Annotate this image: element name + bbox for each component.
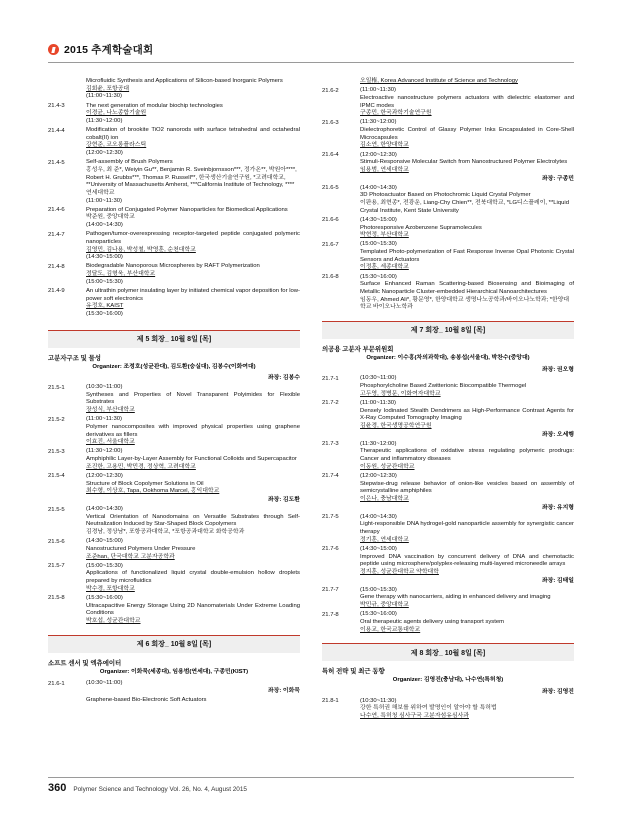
section-header-8: 제 8 회장_ 10월 8일 [목] — [322, 643, 574, 661]
entry-authors: 이용교, 한국교통대학교 — [360, 626, 421, 633]
entry-time: (12:00~12:30) — [360, 151, 397, 158]
section-subtitle-6: 소프트 센서 및 엑츄에이터 — [48, 659, 122, 667]
session-chair: 좌장: 유지형 — [541, 505, 574, 512]
entry-time: (11:30~12:00) — [360, 119, 397, 126]
entry-title: Phosphorylcholine Based Zwitterionic Biocompatible Thermogel — [360, 383, 527, 389]
session-entry — [48, 595, 300, 626]
entry-code: 21.6-1 — [48, 680, 65, 687]
entry-authors: 박현정, 부산대학교 — [360, 232, 409, 239]
entry-time: (11:00~11:30) — [86, 416, 122, 423]
entry-authors: 박민규, 중앙대학교 — [360, 602, 409, 609]
entry-time: (10:30~11:00) — [86, 384, 123, 390]
session-chair: 좌장: 김태일 — [541, 578, 574, 585]
entry-title: Oral therapeutic agents delivery using transport system — [360, 618, 505, 625]
entry-time: (14:30~15:00) — [360, 545, 397, 552]
session-entry — [48, 320, 300, 321]
session-chair: 좌장: 구종민 — [541, 176, 574, 183]
masthead — [48, 42, 153, 57]
entry-time: (11:00~11:30) — [360, 399, 396, 406]
entry-code: 21.7-7 — [322, 587, 339, 594]
section-subtitle-5: 고분자구조 및 물성 — [48, 354, 101, 362]
section-organizer-6: Organizer: 이화묵(세종대), 임용범(연세대), 구종민(KIST) — [99, 668, 249, 675]
entry-code: 21.4-6 — [48, 207, 65, 214]
entry-time: (14:00~14:30) — [86, 222, 123, 229]
session-chair: 좌장: 김봉수 — [267, 375, 300, 382]
entry-time: (14:30~15:00) — [86, 538, 123, 545]
footer-divider — [48, 777, 574, 778]
entry-title: Stepwise-drug release behavior of onion-like vesicles based on assembly of semicrystalline amphiphiles — [360, 480, 574, 495]
session-chair: 좌장: 오세행 — [541, 432, 574, 439]
session-entry — [322, 217, 574, 240]
entry-code: 21.5-5 — [48, 506, 65, 513]
entry-time: (10:30~11:30) — [360, 697, 397, 704]
entry-title: Preparation of Conjugated Polymer Nanoparticles for Biomedical Applications — [86, 206, 288, 213]
entry-time: (15:30~16:00) — [86, 310, 123, 317]
session-entry — [48, 103, 300, 126]
entry-code: 21.6-5 — [322, 185, 339, 192]
section-organizer-7: Organizer: 이수홍(차의과학대), 송봉섭(서울대), 박찬수(중앙대) — [366, 354, 530, 361]
session-entry — [48, 288, 300, 319]
session-entry — [48, 207, 300, 230]
entry-authors: 최수형, 이상호, Tapa, Ookhoma Marcel, 홍익대학교 — [86, 488, 220, 495]
entry-time: (15:30~16:00) — [86, 594, 123, 601]
section-header-7: 제 7 회장_ 10월 8일 [목] — [322, 321, 574, 339]
session-entry — [322, 587, 574, 610]
entry-title: Syntheses and Properties of Novel Transparent Polyimides for Flexible Substrates — [86, 391, 300, 406]
two-column-body — [48, 78, 574, 722]
entry-time: (14:00~14:30) — [360, 513, 397, 520]
entry-title: Biodegradable Nanoporous Microspheres by RAFT Polymerization — [86, 263, 260, 270]
entry-code: 21.7-3 — [322, 441, 339, 448]
entry-code: 21.5-3 — [48, 448, 65, 455]
entry-authors: 김영민, 김나용, 박성철, 박영훈, 순천대학교 — [86, 246, 196, 253]
session-entry — [322, 473, 574, 504]
entry-time: (11:00~11:30) — [360, 87, 396, 94]
section-header-5: 제 5 회장_ 10월 8일 [목] — [48, 330, 300, 348]
footer-citation: Polymer Science and Technology Vol. 26, No. 4, August 2015 — [73, 786, 247, 793]
session-entry — [322, 241, 574, 272]
entry-code: 21.6-2 — [322, 87, 339, 94]
entry-authors: 장성식, 부산대학교 — [86, 407, 135, 414]
entry-authors: 오일権, Korea Advanced Institute of Science and Technology — [360, 78, 518, 84]
entry-time: (11:30~12:00) — [86, 117, 123, 124]
entry-title: Surface Enhanced Raman Scattering-based Biosensing and Bioimaging of Metallic Nanoparticle Cluster-embedded Hierarchical Nanoarchitectures — [360, 281, 574, 295]
entry-time: (12:00~12:30) — [360, 472, 397, 479]
session-entry — [322, 87, 574, 118]
entry-authors: 김윤경, 한국생명공학연구원 — [360, 422, 432, 429]
masthead-title: 2015 추계학술대회 — [64, 44, 154, 56]
entry-title: Light-responsible DNA hydrogel-gold nanoparticle assembly for synergistic cancer therapy — [360, 521, 574, 536]
entry-time: (12:00~12:30) — [86, 472, 123, 479]
conference-logo-icon — [48, 44, 59, 55]
entry-code — [322, 78, 360, 86]
entry-code: 21.4-7 — [48, 231, 65, 238]
entry-title: Applications of functionalized liquid crystal double-emulsion hollow droplets prepared by microfluidics — [86, 570, 300, 585]
page-footer — [48, 777, 574, 794]
session-entry — [322, 274, 574, 312]
entry-title: Photoresponsive Azobenzene Supramolecules — [360, 224, 482, 231]
section-organizer-8: Organizer: 김영진(충남대), 나수연(특허청) — [392, 677, 504, 684]
entry-authors: 박호섭, 성균관대학교 — [86, 617, 141, 624]
entry-authors: 김회윤, 포항공대 — [86, 85, 130, 92]
entry-authors: 김경남, 정상남*, 포항공과대학교, *포항공과대학교 화학공학과 — [86, 529, 245, 536]
session-entry — [48, 384, 300, 415]
session-entry — [48, 506, 300, 537]
session-entry — [48, 473, 300, 496]
entry-time: (15:00~15:30) — [86, 562, 123, 569]
session-entry — [48, 680, 300, 704]
entry-title: 강한 특허권 해보를 위하여 발명인이 알아야 할 특허법 — [360, 705, 497, 712]
entry-authors: 정기훈, 연세대학교 — [360, 536, 409, 543]
entry-title: Microfluidic Synthesis and Applications of Silicon-based Inorganic Polymers — [86, 78, 283, 84]
entry-authors: 박수경, 포항대학교 — [86, 585, 135, 592]
entry-authors: 강현준, 코오롱플라스틱 — [86, 142, 147, 149]
entry-title: Therapeutic applications of oxidative stress regulating polymeric prodrugs: Cancer and inflammatory diseases — [360, 448, 574, 463]
session-entry — [48, 231, 300, 262]
entry-title: Amphiphilic Layer-by-Layer Assembly for Functional Colloids and Supercapacitor — [86, 456, 297, 463]
session-entry — [322, 514, 574, 545]
entry-title: An ultrathin polymer insulating layer by initiated chemical vapor deposition for low-power soft electronics — [86, 287, 300, 302]
session-entry — [322, 185, 574, 216]
entry-time: (14:00~14:30) — [86, 506, 123, 513]
entry-time: (15:00~15:30) — [360, 586, 397, 593]
entry-authors: 박준원, 중앙대학교 — [86, 214, 135, 221]
entry-title: Nanostructured Polymers Under Pressure — [86, 545, 196, 552]
entry-code: 21.6-3 — [322, 119, 339, 126]
section-subtitle-8: 특허 전략 및 최근 동향 — [322, 668, 385, 676]
entry-code: 21.4-4 — [48, 127, 65, 134]
entry-authors: 정지훈, 성균관대학교 약학대학 — [360, 568, 439, 575]
session-chair: 좌장: 김도환 — [267, 497, 300, 504]
header-divider — [48, 62, 574, 63]
session-entry — [322, 78, 574, 86]
entry-authors: 고두영, 정병문, 이화여자대학교 — [360, 390, 441, 397]
entry-authors: 이경균, 나노종합기술원 — [86, 110, 147, 117]
session-entry — [48, 448, 300, 471]
entry-code: 21.6-6 — [322, 217, 339, 224]
entry-code — [48, 320, 86, 321]
entry-time: (10:30~11:00) — [86, 680, 123, 687]
entry-time: (11:00~11:30) — [86, 197, 122, 204]
entry-time: (14:30~15:00) — [360, 216, 397, 223]
entry-time: (15:30~16:00) — [360, 273, 397, 280]
left-column — [48, 78, 300, 722]
section-subtitle-7: 의공용 고분자 부문위원회 — [322, 345, 394, 353]
entry-code: 21.4-3 — [48, 103, 65, 110]
entry-title: Self-assembly of Brush Polymers — [86, 159, 173, 166]
entry-authors: 이동원, 성균관대학교 — [360, 463, 415, 470]
entry-time: (11:00~11:30) — [86, 93, 122, 100]
entry-time: (11:30~12:00) — [360, 440, 397, 447]
entry-code: 21.5-7 — [48, 563, 65, 570]
entry-authors: 정달도, 김형욱, 부산대학교 — [86, 271, 156, 278]
session-entry — [48, 416, 300, 447]
session-entry — [322, 400, 574, 431]
entry-title: Dielectrophoretic Control of Glassy Polymer Inks Encapsulated in Core-Shell Microcapsules — [360, 127, 574, 141]
entry-code: 21.4-8 — [48, 263, 65, 270]
entry-code: 21.6-4 — [322, 152, 339, 159]
entry-title: Polymer nanocomposites with improved physical properties using graphene derivatives as fillers — [86, 423, 300, 438]
entry-code — [48, 78, 86, 101]
session-entry — [322, 441, 574, 472]
session-entry — [48, 538, 300, 561]
section-header-6: 제 6 회장_ 10월 8일 [목] — [48, 635, 300, 653]
entry-title: Improved DNA vaccination by concurrent delivery of DNA and chemotactic peptide using microsphere/polyplex-releasing multi-layered microneedle arrays — [360, 553, 574, 568]
session-chair: 좌장: 권오형 — [541, 366, 574, 373]
entry-authors: 조진한, 고용민, 박민경, 정상혁, 고려대학교 — [86, 463, 196, 470]
entry-time: (15:00~15:30) — [360, 241, 397, 248]
entry-title: Densely Iodinated Stealth Dendrimers as High-Performance Contrast Agents for X-Ray Computed Tomography Imaging — [360, 407, 574, 422]
session-entry — [322, 119, 574, 150]
entry-code: 21.4-9 — [48, 288, 65, 295]
entry-title: Pathogen/tumor-overexpressing receptor-targeted peptide conjugated polymeric nanoparticles — [86, 231, 300, 245]
entry-time: (12:00~12:30) — [86, 150, 123, 157]
entry-authors: 이효진, 서울대학교 — [86, 439, 135, 446]
entry-code: 21.7-6 — [322, 546, 339, 553]
entry-authors: 이판용, 최현종*, 전광운, Liang-Chy Chien**, 전북대학교, *LG디스플레이, **Liquid Crystal Institute, Kent State University — [360, 200, 569, 214]
entry-authors: 임용범, 연세대학교 — [360, 166, 409, 173]
entry-authors: 나수연, 특허청 심사구국 고분자섬유심사과 — [360, 713, 469, 720]
entry-title: Ultracapacitive Energy Storage Using 2D Nanomaterials Under Extreme Loading Conditions — [86, 602, 300, 617]
session-entry — [48, 263, 300, 286]
entry-code: 21.6-7 — [322, 241, 339, 248]
entry-title: Gene therapy with nanocarriers, aiding in enhanced delivery and imaging — [360, 594, 551, 601]
entry-time: (15:00~15:30) — [86, 278, 123, 285]
entry-time: (14:30~15:00) — [86, 254, 123, 261]
entry-code: 21.5-6 — [48, 538, 65, 545]
entry-authors: 조준han, 단국대학교 고분자공학과 — [86, 553, 175, 560]
entry-code: 21.7-1 — [322, 375, 339, 382]
entry-authors: 김소연, 한양대학교 — [360, 142, 409, 149]
entry-code: 21.5-4 — [48, 473, 65, 480]
entry-title: Electroactive nanostructure polymers actuators with dielectric elastomer and IPMC modes — [360, 94, 574, 109]
right-column — [322, 78, 574, 722]
entry-code: 21.7-4 — [322, 473, 339, 480]
session-entry — [322, 152, 574, 175]
session-entry — [322, 546, 574, 577]
entry-authors: 홍성우, 최 준*, Weiyin Gu**, Benjamin R. Sveinbjornsson***, 정가온**, 박원아****, Robert H. Grubbs***, Thomas P. Russell**, 한국생산기술연구원, *고려대학교, **University of Massachusetts Amherst, ***California Institute of Technology, ****연세대학교 — [86, 166, 297, 196]
entry-time: (15:30~16:00) — [360, 611, 397, 618]
session-entry — [48, 563, 300, 594]
entry-time: (14:00~14:30) — [360, 184, 397, 191]
entry-title: Vertical Orientation of Nanodomains on Versatile Substrates through Self-Neutralization Induced by Star-Shaped Block Copolymers — [86, 513, 300, 528]
entry-title: Graphene-based Bio-Electronic Soft Actuators — [86, 696, 207, 703]
entry-code: 21.7-5 — [322, 514, 339, 521]
entry-authors: 이정훈, 세종대학교 — [360, 264, 409, 271]
page-number: 360 — [48, 782, 67, 794]
entry-authors: 구종민, 한국과학기술연구원 — [360, 110, 432, 117]
entry-authors: 유정호, KAIST — [86, 303, 124, 310]
entry-code: 21.4-5 — [48, 159, 65, 166]
session-entry — [322, 698, 574, 721]
entry-title: 3D Photoactuator Based on Photochromic Liquid Crystal Polymer — [360, 192, 531, 199]
session-entry — [322, 375, 574, 398]
entry-authors: 이은나, 충남대학교 — [360, 495, 409, 502]
entry-time: (11:30~12:00) — [86, 448, 123, 455]
entry-code: 21.5-8 — [48, 595, 65, 602]
entry-code: 21.6-8 — [322, 274, 339, 281]
entry-code: 21.5-1 — [48, 384, 65, 391]
entry-title: The next generation of modular biochip technologies — [86, 102, 223, 109]
entry-code: 21.5-2 — [48, 416, 65, 423]
entry-title: Stimuli-Responsive Molecular Switch from Nanostructured Polymer Electrolytes — [360, 159, 568, 166]
entry-code: 21.7-8 — [322, 611, 339, 618]
section-organizer-5: Organizer: 조정호(성균관대), 김도환(숭실대), 김봉수(이화여대) — [92, 363, 256, 370]
session-entry — [48, 78, 300, 101]
entry-code: 21.7-2 — [322, 400, 339, 407]
entry-title: Modification of brookite TiO2 nanorods with surface tetrahedral and octahedral cobalt(II) ion — [86, 127, 300, 141]
session-entry — [48, 127, 300, 158]
entry-title: Templated Photo-polymerization of Fast Response Inverse Opal Photonic Crystal Sensors and Actuators — [360, 249, 574, 263]
session-entry — [322, 611, 574, 634]
entry-title: Structure of Block Copolymer Solutions in Oil — [86, 480, 204, 487]
entry-authors: 임동우, Ahmed Ali*, 황문영*, 한양대학교 생명나노공학과/바이오나노학과; *한양대학교 바이오나노학과 — [360, 296, 570, 311]
session-chair: 좌장: 이화묵 — [267, 688, 300, 694]
session-chair: 좌장: 김영진 — [541, 689, 574, 695]
entry-code: 21.8-1 — [322, 698, 339, 705]
entry-time: (10:30~11:00) — [360, 375, 397, 382]
session-entry — [48, 159, 300, 205]
